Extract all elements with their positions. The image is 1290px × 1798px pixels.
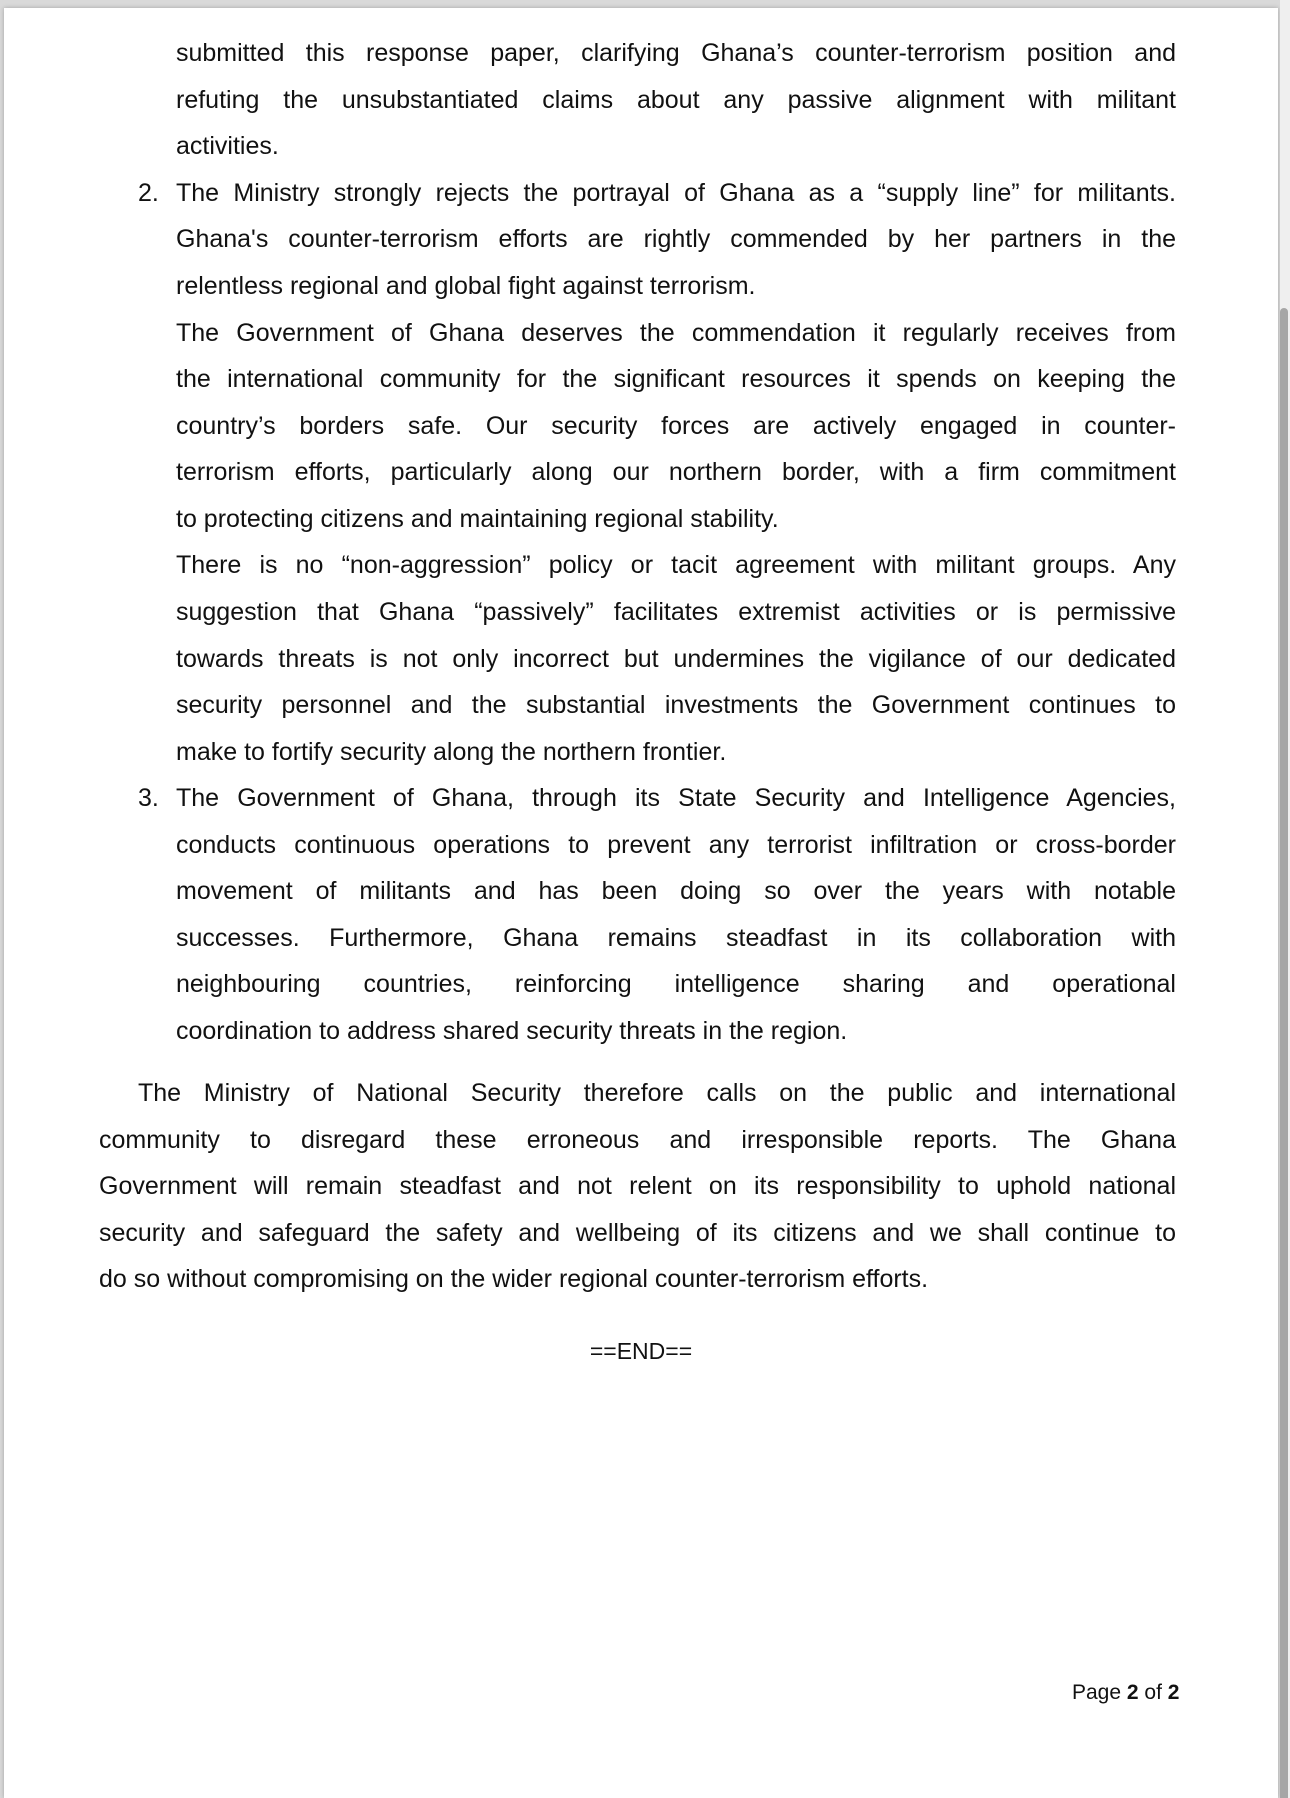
- intro-line: submitted this response paper, clarifying Ghana’s counter-terrorism position and: [176, 39, 1176, 67]
- total-pages-number: 2: [1167, 1681, 1180, 1704]
- item-2-line: make to fortify security along the northern frontier.: [176, 738, 727, 766]
- list-number: 3.: [138, 784, 159, 812]
- list-number: 2.: [138, 179, 159, 207]
- item-2-line: relentless regional and global fight against terrorism.: [176, 272, 756, 300]
- item-2-line: The Government of Ghana deserves the commendation it regularly receives from: [176, 319, 1176, 347]
- item-2-line: to protecting citizens and maintaining regional stability.: [176, 505, 779, 533]
- page-number-footer: [1072, 1681, 1179, 1705]
- closing-line: community to disregard these erroneous and irresponsible reports. The Ghana: [99, 1126, 1176, 1154]
- intro-line: activities.: [176, 132, 279, 160]
- item-2-line: the international community for the significant resources it spends on keeping the: [176, 365, 1176, 393]
- item-2-line: towards threats is not only incorrect but undermines the vigilance of our dedicated: [176, 645, 1176, 673]
- page-of-label: of: [1144, 1681, 1162, 1704]
- closing-line: The Ministry of National Security therefore calls on the public and international: [138, 1079, 1176, 1107]
- document-page: [4, 8, 1278, 1798]
- vertical-scrollbar-thumb[interactable]: [1280, 308, 1288, 1798]
- item-3-line: neighbouring countries, reinforcing intelligence sharing and operational: [176, 970, 1176, 998]
- item-3-line: conducts continuous operations to prevent any terrorist infiltration or cross-border: [176, 831, 1176, 859]
- end-marker: ==END==: [589, 1338, 693, 1364]
- item-2-line: terrorism efforts, particularly along our northern border, with a firm commitment: [176, 458, 1176, 486]
- page-label: Page: [1072, 1681, 1122, 1704]
- item-2-line: There is no “non-aggression” policy or tacit agreement with militant groups. Any: [176, 551, 1176, 579]
- item-3-line: The Government of Ghana, through its State Security and Intelligence Agencies,: [176, 784, 1176, 812]
- item-2-line: country’s borders safe. Our security forces are actively engaged in counter-: [176, 412, 1176, 440]
- closing-line: do so without compromising on the wider regional counter-terrorism efforts.: [99, 1265, 929, 1293]
- item-3-line: successes. Furthermore, Ghana remains steadfast in its collaboration with: [176, 924, 1176, 952]
- item-2-line: suggestion that Ghana “passively” facilitates extremist activities or is permissive: [176, 598, 1176, 626]
- intro-line: refuting the unsubstantiated claims about any passive alignment with militant: [176, 86, 1176, 114]
- item-2-line: Ghana's counter-terrorism efforts are rightly commended by her partners in the: [176, 225, 1176, 253]
- closing-line: security and safeguard the safety and wellbeing of its citizens and we shall continue to: [99, 1219, 1176, 1247]
- current-page-number: 2: [1126, 1681, 1139, 1704]
- item-3-line: coordination to address shared security threats in the region.: [176, 1017, 848, 1045]
- vertical-scrollbar-track[interactable]: [1280, 0, 1290, 1798]
- item-2-line: security personnel and the substantial investments the Government continues to: [176, 691, 1176, 719]
- closing-line: Government will remain steadfast and not relent on its responsibility to uphold national: [99, 1172, 1176, 1200]
- item-2-line: The Ministry strongly rejects the portrayal of Ghana as a “supply line” for militants.: [176, 179, 1176, 207]
- item-3-line: movement of militants and has been doing so over the years with notable: [176, 877, 1176, 905]
